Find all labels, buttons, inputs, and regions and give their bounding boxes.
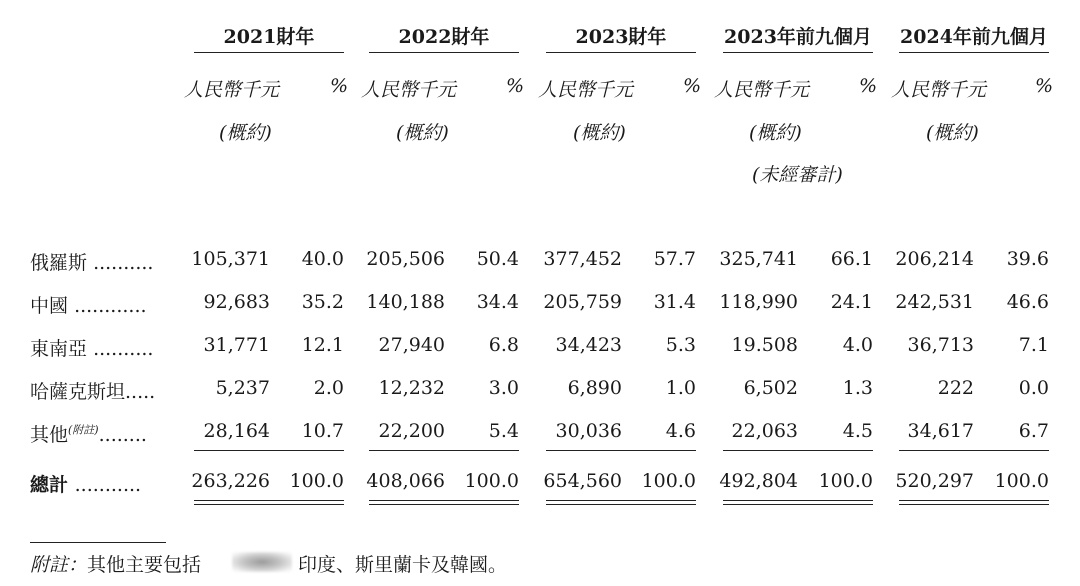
table-cell: 12,232 (378, 377, 445, 399)
table-cell: 105,371 (191, 248, 270, 270)
table-cell: 520,297 (895, 470, 974, 492)
table-cell: 50.4 (476, 248, 519, 270)
footnote-text-after: 印度、斯里蘭卡及韓國。 (298, 554, 508, 576)
table-cell: 1.3 (842, 377, 873, 399)
table-cell: 40.0 (301, 248, 344, 270)
table-cell: 39.6 (1006, 248, 1049, 270)
table-cell: 35.2 (301, 291, 344, 313)
unaudited-label: (未經審計) (752, 164, 843, 186)
table-cell: 377,452 (543, 248, 622, 270)
table-cell: 6,890 (567, 377, 622, 399)
period-header-2024-9m: 2024年前九個月 (900, 26, 1048, 48)
table-cell: 100.0 (818, 470, 873, 492)
subtotal-rule (899, 450, 1049, 451)
pct-label-2022: % (506, 75, 525, 97)
table-cell: 118,990 (719, 291, 798, 313)
table-cell: 46.6 (1006, 291, 1049, 313)
table-cell: 4.5 (842, 420, 873, 442)
table-cell: 10.7 (301, 420, 344, 442)
table-cell: 263,226 (191, 470, 270, 492)
total-double-rule (546, 500, 696, 505)
pct-label-2023-9m: % (859, 75, 878, 97)
table-cell: 100.0 (994, 470, 1049, 492)
table-cell: 205,759 (543, 291, 622, 313)
table-cell: 654,560 (543, 470, 622, 492)
unit-label-2021: 人民幣千元 (184, 79, 280, 101)
table-cell: 6,502 (743, 377, 798, 399)
subtotal-rule (194, 450, 344, 451)
approx-label-2024-9m: (概約) (926, 122, 979, 144)
table-cell: 206,214 (895, 248, 974, 270)
table-cell: 242,531 (895, 291, 974, 313)
period-header-2022: 2022財年 (398, 26, 490, 48)
pct-label-2021: % (330, 75, 349, 97)
table-cell: 31,771 (203, 334, 270, 356)
table-cell: 140,188 (366, 291, 445, 313)
approx-label-2023-9m: (概約) (749, 122, 802, 144)
table-cell: 30,036 (555, 420, 622, 442)
subtotal-rule (546, 450, 696, 451)
table-cell: 6.7 (1018, 420, 1049, 442)
approx-label-2023: (概約) (573, 122, 626, 144)
table-cell: 5,237 (215, 377, 270, 399)
table-cell: 34,423 (555, 334, 622, 356)
row-label-kazakhstan: 哈薩克斯坦..... (30, 381, 156, 403)
table-cell: 4.0 (842, 334, 873, 356)
table-cell: 34,617 (907, 420, 974, 442)
table-cell: 0.0 (1018, 377, 1049, 399)
pct-label-2023: % (683, 75, 702, 97)
table-cell: 22,063 (731, 420, 798, 442)
period-header-2023: 2023財年 (575, 26, 667, 48)
table-cell: 57.7 (653, 248, 696, 270)
total-double-rule (899, 500, 1049, 505)
period-rule-2022 (369, 52, 519, 53)
table-cell: 100.0 (641, 470, 696, 492)
period-rule-2023-9m (723, 52, 873, 53)
subtotal-rule (723, 450, 873, 451)
table-cell: 408,066 (366, 470, 445, 492)
approx-label-2021: (概約) (219, 122, 272, 144)
row-label-china: 中國 ............ (30, 295, 147, 317)
table-cell: 31.4 (653, 291, 696, 313)
table-cell: 492,804 (719, 470, 798, 492)
row-label-russia: 俄羅斯 .......... (30, 252, 154, 274)
table-cell: 22,200 (378, 420, 445, 442)
table-cell: 12.1 (301, 334, 344, 356)
note-marker: (附註) (68, 423, 99, 437)
unit-label-2024-9m: 人民幣千元 (891, 79, 987, 101)
table-cell: 4.6 (665, 420, 696, 442)
row-label-others: 其他$^{(附註)}$........ (30, 423, 147, 446)
table-cell: 325,741 (719, 248, 798, 270)
table-cell: 27,940 (378, 334, 445, 356)
period-rule-2023 (546, 52, 696, 53)
footnote-rule (30, 542, 166, 543)
table-cell: 24.1 (830, 291, 873, 313)
table-cell: 5.3 (665, 334, 696, 356)
table-cell: 92,683 (203, 291, 270, 313)
unit-label-2023: 人民幣千元 (538, 79, 634, 101)
table-cell: 222 (937, 377, 974, 399)
table-cell: 28,164 (203, 420, 270, 442)
period-rule-2024-9m (899, 52, 1049, 53)
table-cell: 3.0 (488, 377, 519, 399)
footnote-label: 附註： (30, 554, 88, 576)
unit-label-2023-9m: 人民幣千元 (714, 79, 810, 101)
table-cell: 2.0 (313, 377, 344, 399)
total-double-rule (194, 500, 344, 505)
pct-label-2024-9m: % (1035, 75, 1054, 97)
redacted-text (232, 552, 292, 572)
period-header-2023-9m: 2023年前九個月 (724, 26, 872, 48)
table-cell: 100.0 (289, 470, 344, 492)
row-label-total: 總計 ........... (30, 474, 142, 496)
table-cell: 19.508 (731, 334, 798, 356)
subtotal-rule (369, 450, 519, 451)
footnote-text-before: 其他主要包括 (87, 554, 202, 576)
table-cell: 1.0 (665, 377, 696, 399)
row-label-southeast-asia: 東南亞 .......... (30, 338, 154, 360)
table-cell: 205,506 (366, 248, 445, 270)
table-cell: 100.0 (464, 470, 519, 492)
approx-label-2022: (概約) (396, 122, 449, 144)
unit-label-2022: 人民幣千元 (361, 79, 457, 101)
table-cell: 36,713 (907, 334, 974, 356)
table-cell: 5.4 (488, 420, 519, 442)
period-header-2021: 2021財年 (223, 26, 315, 48)
table-cell: 6.8 (488, 334, 519, 356)
footnote (30, 550, 201, 577)
table-cell: 66.1 (830, 248, 873, 270)
table-cell: 34.4 (476, 291, 519, 313)
period-rule-2021 (194, 52, 344, 53)
total-double-rule (369, 500, 519, 505)
total-double-rule (723, 500, 873, 505)
table-cell: 7.1 (1018, 334, 1049, 356)
